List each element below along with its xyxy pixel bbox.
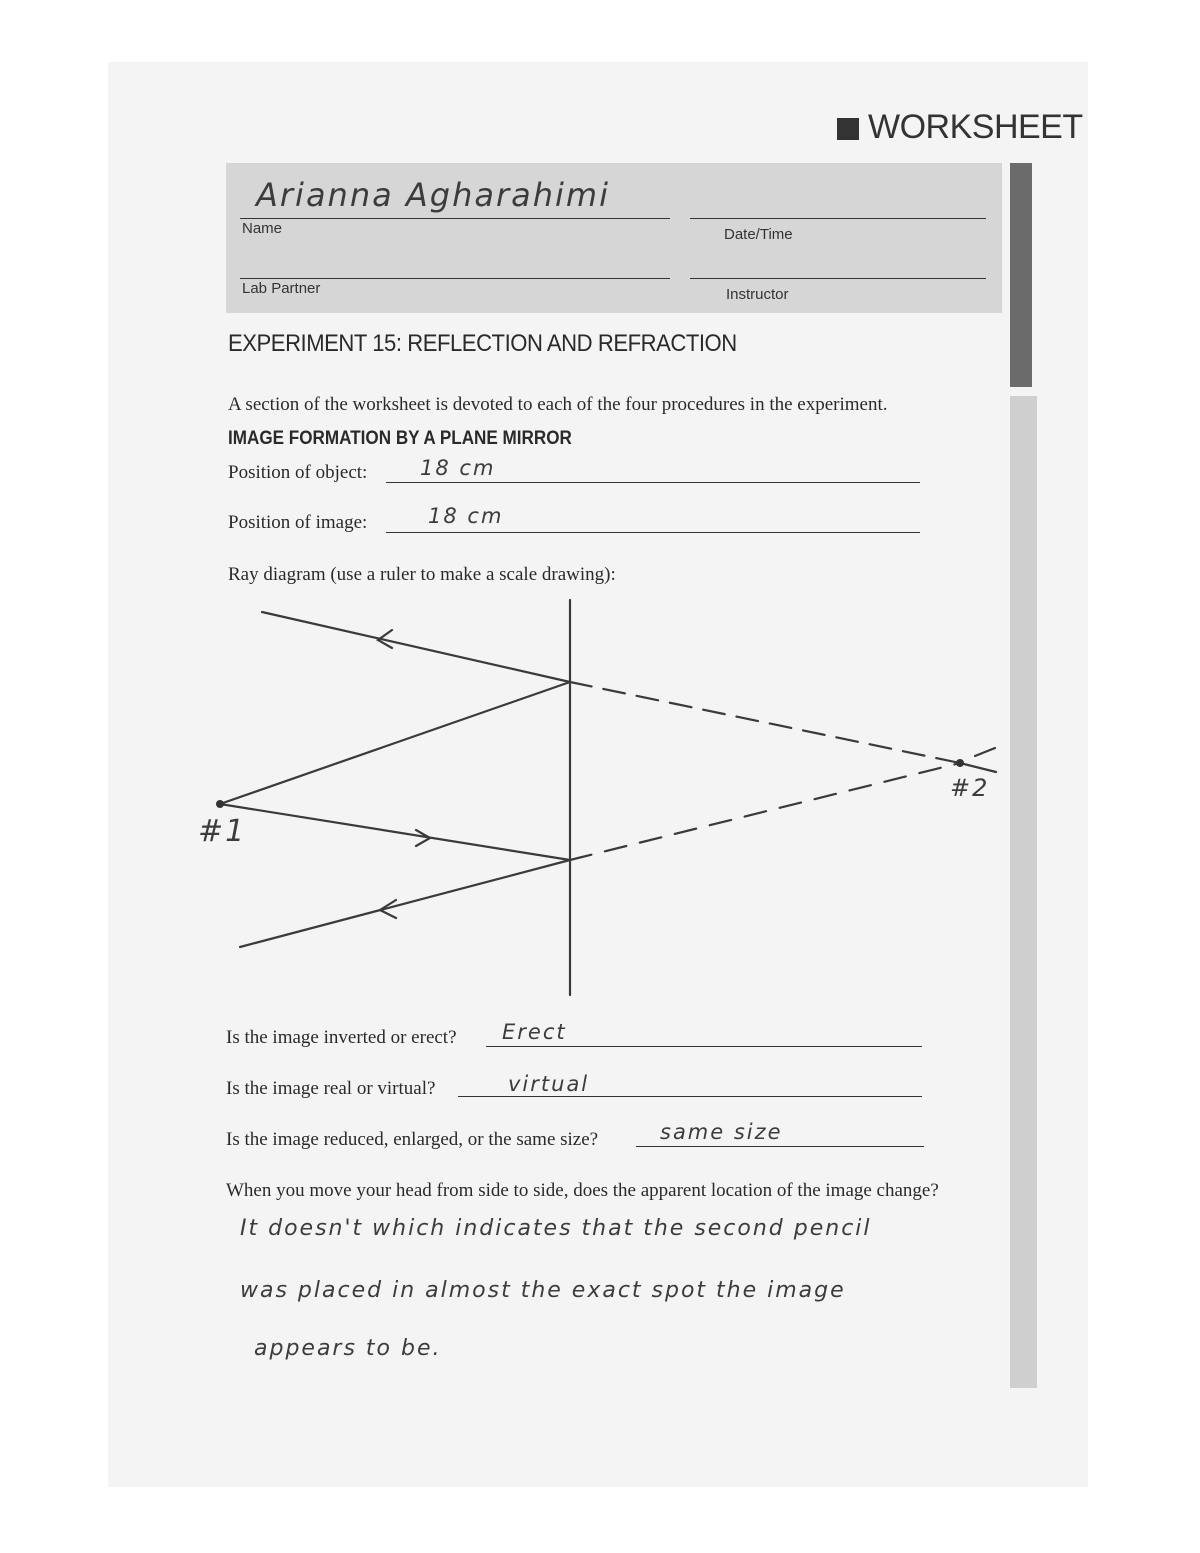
ray-bottom-incident — [220, 804, 570, 860]
answer-line-1 — [486, 1046, 922, 1047]
image-point — [956, 759, 964, 767]
object-label: #1 — [198, 814, 247, 849]
answer-size: same size — [660, 1120, 783, 1144]
worksheet-tag: WORKSHEET — [868, 108, 1083, 146]
object-point — [216, 800, 224, 808]
datetime-label: Date/Time — [724, 226, 793, 243]
answer-head-move-line-2: was placed in almost the exact spot the image — [240, 1278, 846, 1303]
section-title: IMAGE FORMATION BY A PLANE MIRROR — [228, 428, 572, 449]
experiment-title: EXPERIMENT 15: REFLECTION AND REFRACTION — [228, 330, 737, 357]
name-label: Name — [242, 220, 283, 237]
answer-line-3 — [636, 1146, 924, 1147]
arrowhead-2 — [416, 830, 430, 846]
virtual-ray-bottom — [570, 763, 960, 860]
position-image-label: Position of image: — [228, 512, 368, 533]
answer-head-move-line-1: It doesn't which indicates that the second pencil — [240, 1216, 872, 1241]
ray-top-incident — [220, 682, 570, 804]
intro-text: A section of the worksheet is devoted to each of the four procedures in the experiment. — [228, 394, 888, 415]
name-value: Arianna Agharahimi — [256, 176, 610, 214]
answer-head-move-line-3: appears to be. — [254, 1336, 442, 1361]
position-image-answer: 18 cm — [428, 504, 504, 528]
instructor-label: Instructor — [726, 286, 789, 303]
answer-real-virtual: virtual — [508, 1072, 590, 1096]
virtual-ray-top — [570, 682, 960, 763]
question-size: Is the image reduced, enlarged, or the same size? — [226, 1129, 599, 1150]
image-label: #2 — [950, 774, 990, 802]
question-inverted-erect: Is the image inverted or erect? — [226, 1027, 457, 1048]
lab-partner-label: Lab Partner — [242, 280, 321, 297]
ray-diagram-label: Ray diagram (use a ruler to make a scale drawing): — [228, 564, 616, 585]
position-object-answer: 18 cm — [420, 456, 496, 480]
ray-bottom-reflected — [240, 860, 570, 947]
position-object-label: Position of object: — [228, 462, 368, 483]
answer-inverted-erect: Erect — [502, 1020, 567, 1044]
question-head-move: When you move your head from side to side, does the apparent location of the image change? — [226, 1180, 939, 1201]
answer-line-2 — [458, 1096, 922, 1097]
question-real-virtual: Is the image real or virtual? — [226, 1078, 436, 1099]
ray-top-reflected — [262, 612, 570, 682]
